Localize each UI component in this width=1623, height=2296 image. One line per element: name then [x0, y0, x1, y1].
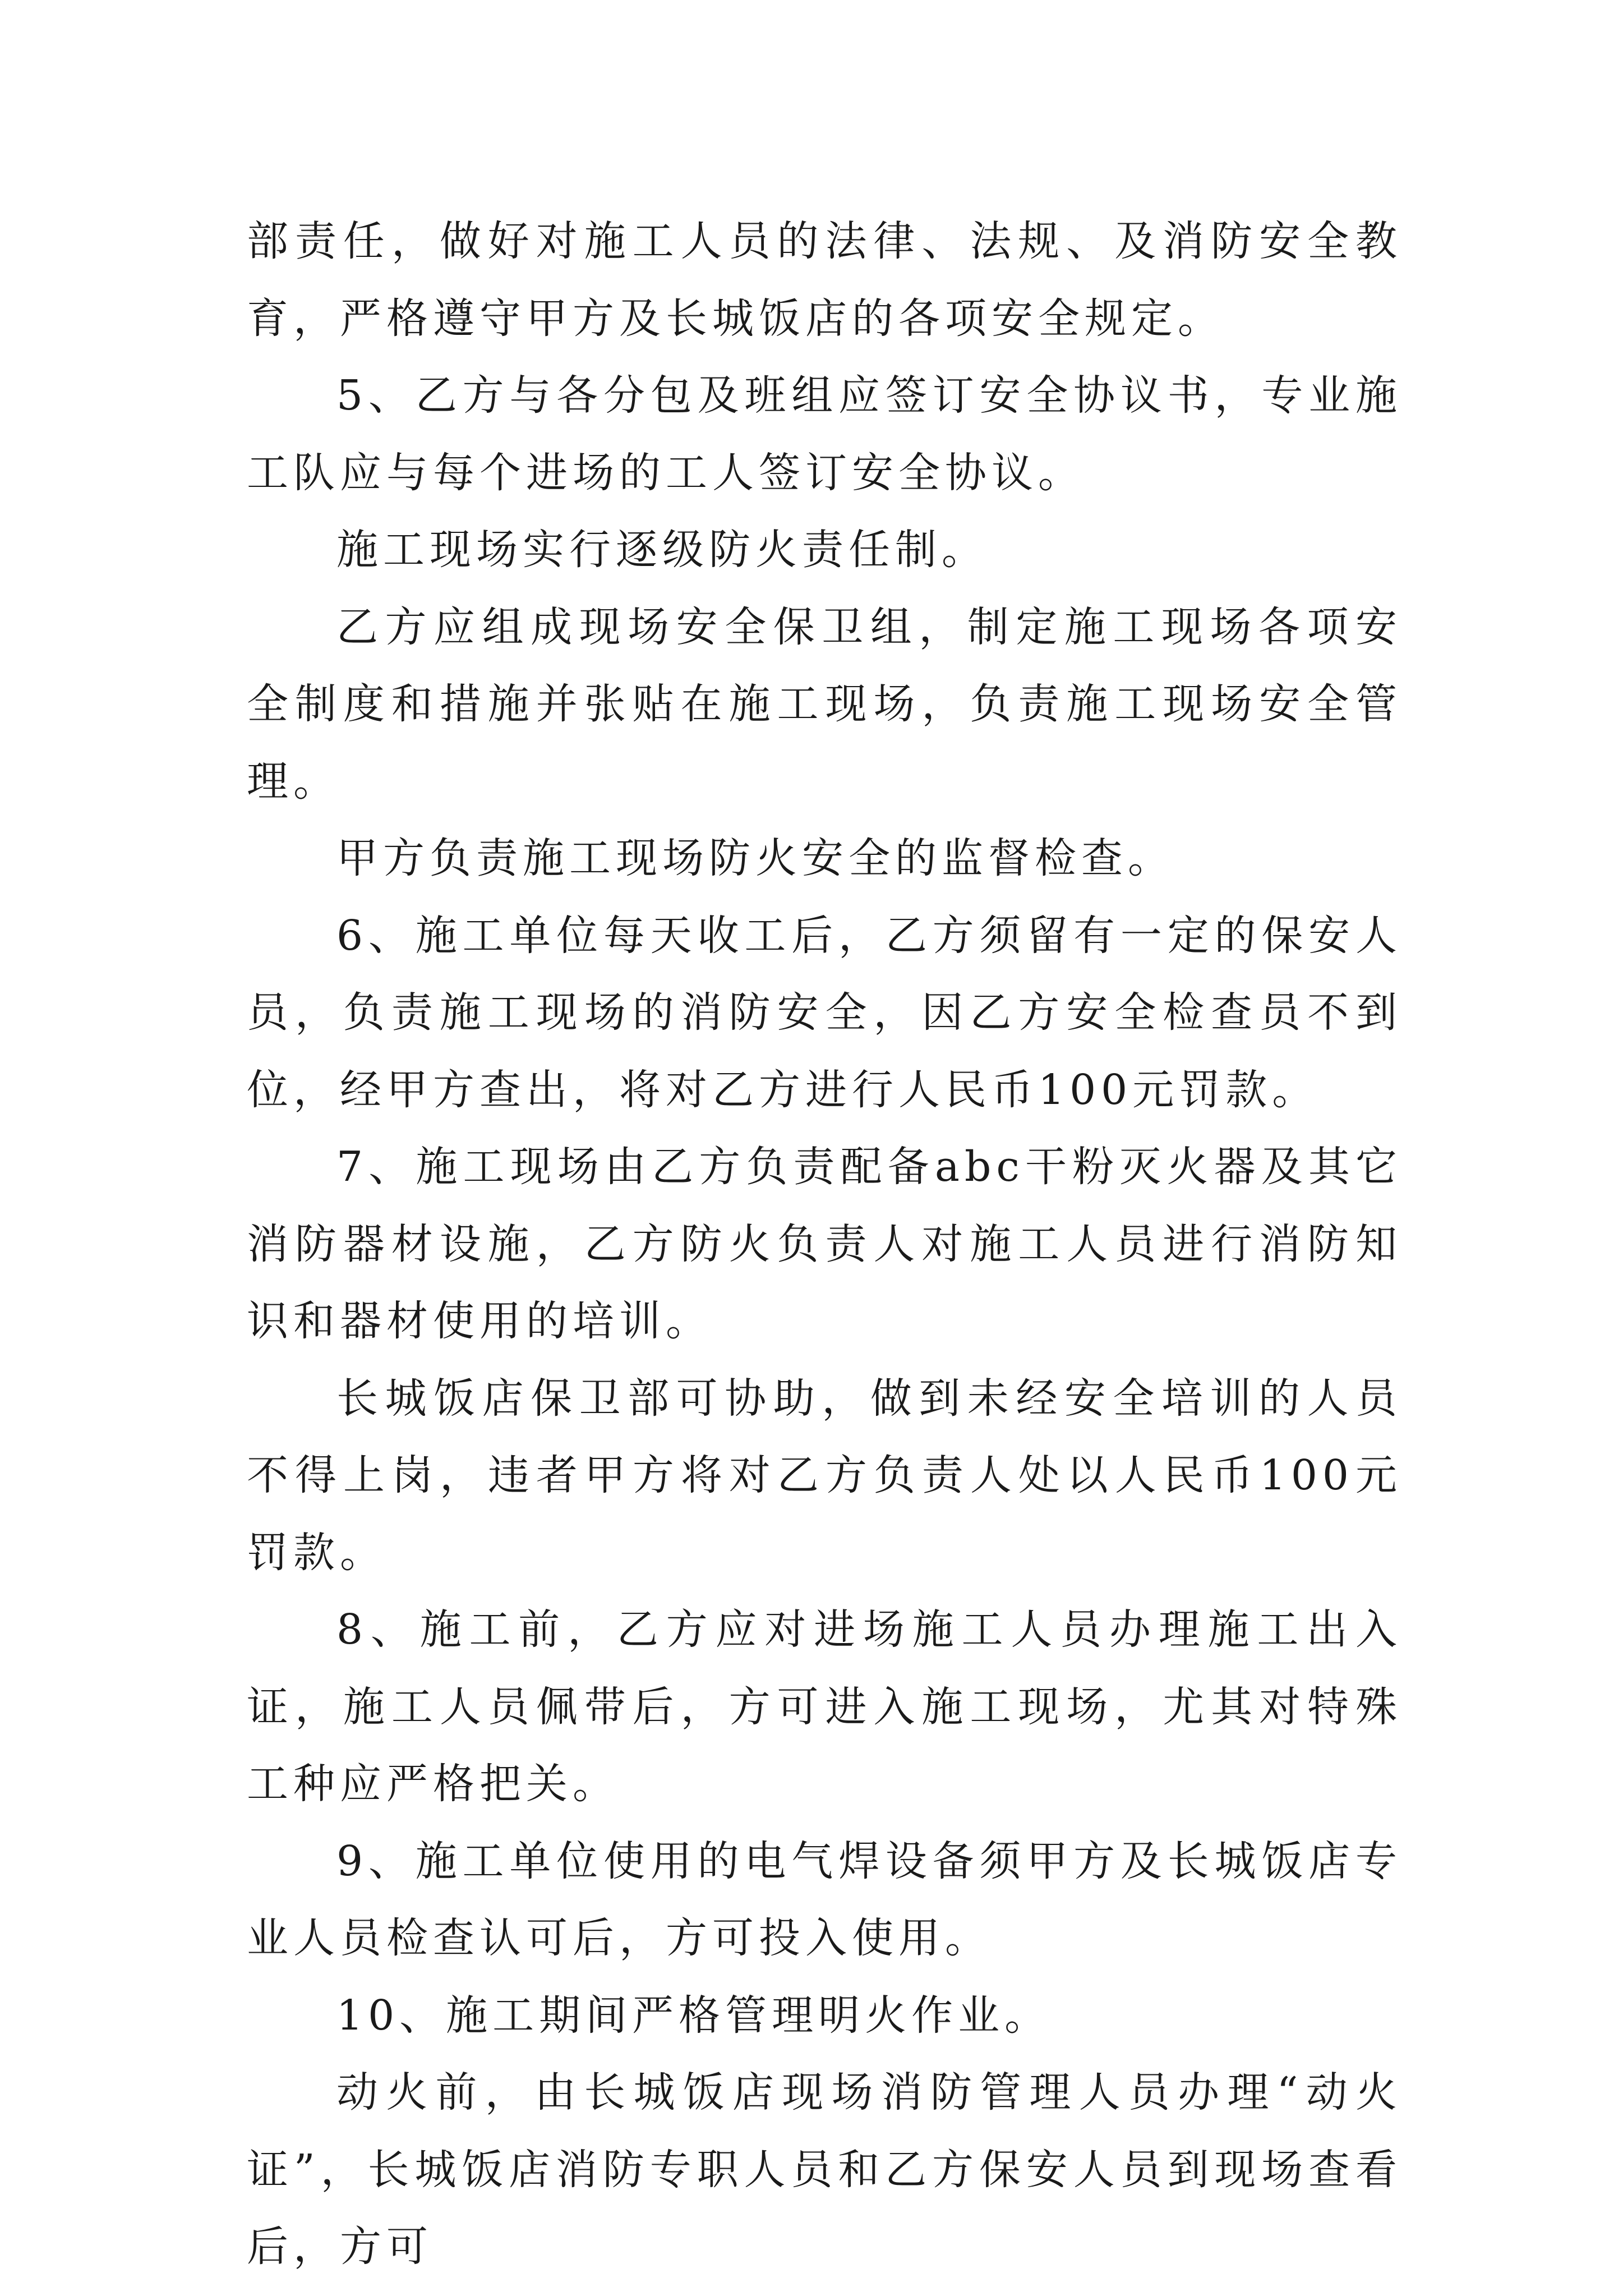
paragraph-12: 动火前，由长城饭店现场消防管理人员办理“动火证”，长城饭店消防专职人员和乙方保安人员到现场查看后，方可	[247, 2068, 1402, 2271]
paragraph-10: 9、施工单位使用的电气焊设备须甲方及长城饭店专业人员检查认可后，方可投入使用。	[247, 1837, 1402, 1962]
paragraph-8: 长城饭店保卫部可协助，做到未经安全培训的人员不得上岗，违者甲方将对乙方负责人处以人民币100元罚款。	[247, 1374, 1402, 1577]
paragraph-2: 5、乙方与各分包及班组应签订安全协议书，专业施工队应与每个进场的工人签订安全协议。	[247, 371, 1402, 497]
paragraph-11: 10、施工期间严格管理明火作业。	[336, 1991, 1052, 2040]
document-body	[247, 203, 1402, 2286]
paragraph-4: 乙方应组成现场安全保卫组，制定施工现场各项安全制度和措施并张贴在施工现场，负责施工现场安全管理。	[247, 602, 1402, 806]
paragraph-6: 6、施工单位每天收工后，乙方须留有一定的保安人员，负责施工现场的消防安全，因乙方安全检查员不到位，经甲方查出，将对乙方进行人民币100元罚款。	[247, 911, 1402, 1114]
paragraph-5: 甲方负责施工现场防火安全的监督检查。	[336, 834, 1174, 882]
paragraph-9: 8、施工前，乙方应对进场施工人员办理施工出入证，施工人员佩带后，方可进入施工现场，尤其对特殊工种应严格把关。	[247, 1605, 1402, 1808]
paragraph-3: 施工现场实行逐级防火责任制。	[336, 526, 988, 574]
paragraph-1: 部责任，做好对施工人员的法律、法规、及消防安全教育，严格遵守甲方及长城饭店的各项安全规定。	[247, 217, 1402, 343]
paragraph-7: 7、施工现场由乙方负责配备abc干粉灭火器及其它消防器材设施，乙方防火负责人对施工人员进行消防知识和器材使用的培训。	[247, 1143, 1402, 1345]
